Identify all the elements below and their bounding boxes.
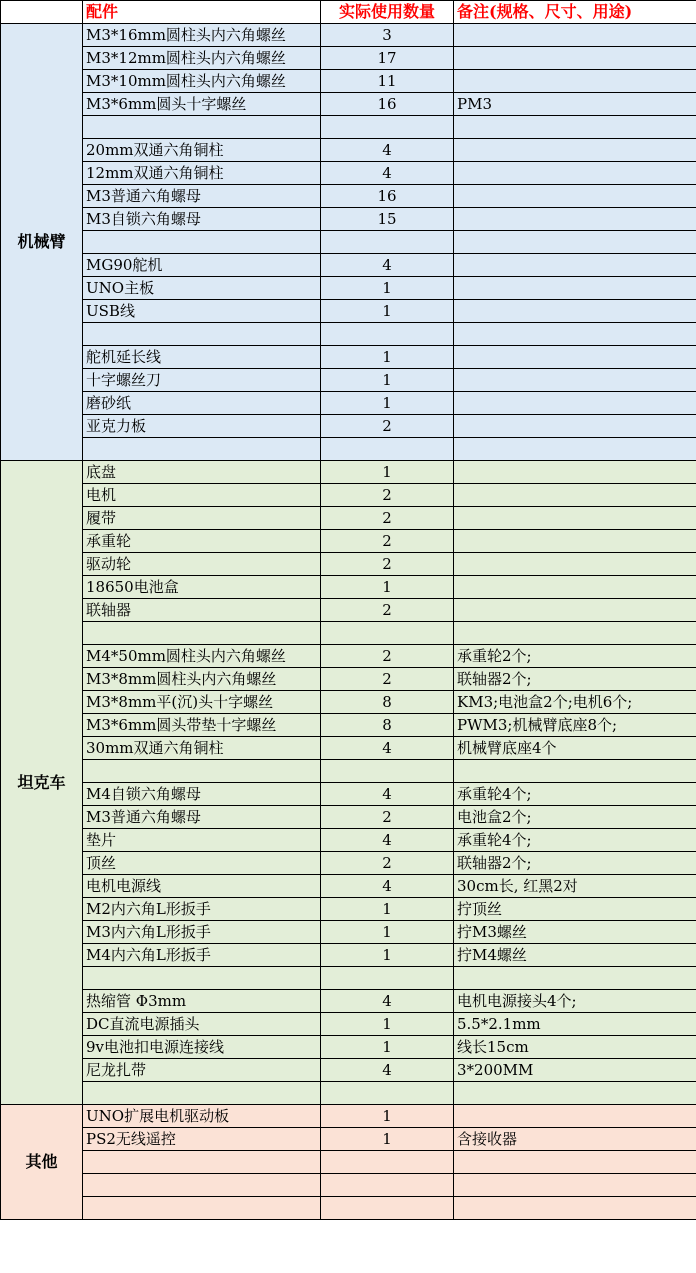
qty-cell[interactable]: 1 [321,944,454,967]
part-cell[interactable]: MG90舵机 [83,254,321,277]
table-row [1,576,696,599]
part-cell[interactable]: 磨砂纸 [83,392,321,415]
note-cell[interactable] [454,553,696,576]
qty-cell[interactable]: 4 [321,737,454,760]
table-row [1,691,696,714]
part-cell[interactable]: M3*12mm圆柱头内六角螺丝 [83,47,321,70]
part-cell[interactable]: 12mm双通六角铜柱 [83,162,321,185]
table-row [1,875,696,898]
table-row [1,185,696,208]
table-row [1,599,696,622]
qty-cell[interactable]: 16 [321,93,454,116]
note-cell[interactable]: KM3;电池盒2个;电机6个; [454,691,696,714]
note-cell[interactable] [454,576,696,599]
table-row [1,645,696,668]
table-row [1,369,696,392]
table-row [1,461,696,484]
part-cell[interactable]: 电机 [83,484,321,507]
part-cell[interactable]: M4自锁六角螺母 [83,783,321,806]
qty-cell[interactable]: 15 [321,208,454,231]
group-label-cell[interactable]: 其他 [1,1105,83,1220]
qty-cell[interactable]: 4 [321,875,454,898]
part-cell[interactable]: 承重轮 [83,530,321,553]
table-row [1,553,696,576]
parts-table-body [1,1,696,1220]
qty-cell[interactable] [321,1082,454,1105]
qty-cell[interactable]: 1 [321,1013,454,1036]
note-cell[interactable] [454,1174,696,1197]
note-cell[interactable]: 机械臂底座4个 [454,737,696,760]
table-row [1,254,696,277]
qty-cell[interactable]: 1 [321,1036,454,1059]
note-cell[interactable] [454,208,696,231]
qty-cell[interactable]: 2 [321,852,454,875]
table-row [1,1128,696,1151]
qty-cell[interactable] [321,323,454,346]
header-row [1,1,696,24]
table-row [1,1013,696,1036]
note-cell[interactable] [454,484,696,507]
table-row [1,806,696,829]
qty-cell[interactable]: 2 [321,668,454,691]
table-row [1,139,696,162]
group-label-cell[interactable]: 坦克车 [1,461,83,1105]
part-cell[interactable] [83,1197,321,1220]
note-cell[interactable] [454,346,696,369]
note-cell[interactable]: 承重轮4个; [454,829,696,852]
table-row [1,760,696,783]
qty-cell[interactable] [321,967,454,990]
note-cell[interactable] [454,139,696,162]
qty-cell[interactable]: 1 [321,1128,454,1151]
header-qty[interactable]: 实际使用数量 [321,1,454,24]
qty-cell[interactable]: 8 [321,714,454,737]
part-cell[interactable] [83,323,321,346]
part-cell[interactable]: M3普通六角螺母 [83,185,321,208]
part-cell[interactable]: M4*50mm圆柱头内六角螺丝 [83,645,321,668]
qty-cell[interactable] [321,116,454,139]
part-cell[interactable] [83,116,321,139]
note-cell[interactable] [454,1197,696,1220]
note-cell[interactable] [454,1105,696,1128]
table-row [1,944,696,967]
table-row [1,93,696,116]
note-cell[interactable] [454,760,696,783]
note-cell[interactable] [454,231,696,254]
note-cell[interactable]: 3*200MM [454,1059,696,1082]
note-cell[interactable] [454,254,696,277]
part-cell[interactable]: 尼龙扎带 [83,1059,321,1082]
part-cell[interactable] [83,231,321,254]
part-cell[interactable]: 联轴器 [83,599,321,622]
qty-cell[interactable]: 17 [321,47,454,70]
table-row [1,346,696,369]
part-cell[interactable]: UNO主板 [83,277,321,300]
note-cell[interactable] [454,438,696,461]
qty-cell[interactable]: 2 [321,553,454,576]
qty-cell[interactable]: 2 [321,530,454,553]
note-cell[interactable]: PM3 [454,93,696,116]
table-row [1,24,696,47]
table-row [1,47,696,70]
part-cell[interactable]: M3*8mm平(沉)头十字螺丝 [83,691,321,714]
note-cell[interactable] [454,530,696,553]
note-cell[interactable] [454,323,696,346]
qty-cell[interactable]: 2 [321,645,454,668]
note-cell[interactable] [454,277,696,300]
note-cell[interactable]: 线长15cm [454,1036,696,1059]
qty-cell[interactable] [321,438,454,461]
note-cell[interactable] [454,1082,696,1105]
table-row [1,415,696,438]
qty-cell[interactable]: 1 [321,300,454,323]
note-cell[interactable]: 联轴器2个; [454,668,696,691]
table-row [1,1105,696,1128]
table-row [1,507,696,530]
table-row [1,622,696,645]
table-row [1,323,696,346]
qty-cell[interactable]: 1 [321,461,454,484]
table-row [1,530,696,553]
part-cell[interactable]: DC直流电源插头 [83,1013,321,1036]
qty-cell[interactable]: 4 [321,139,454,162]
qty-cell[interactable] [321,1151,454,1174]
part-cell[interactable]: 30mm双通六角铜柱 [83,737,321,760]
table-row [1,1059,696,1082]
part-cell[interactable]: M3普通六角螺母 [83,806,321,829]
note-cell[interactable] [454,1151,696,1174]
table-row [1,967,696,990]
table-row [1,921,696,944]
table-row [1,1036,696,1059]
table-row [1,1174,696,1197]
note-cell[interactable] [454,415,696,438]
part-cell[interactable]: 驱动轮 [83,553,321,576]
part-cell[interactable]: M3内六角L形扳手 [83,921,321,944]
qty-cell[interactable]: 1 [321,277,454,300]
note-cell[interactable] [454,507,696,530]
qty-cell[interactable]: 1 [321,369,454,392]
note-cell[interactable]: 电机电源接头4个; [454,990,696,1013]
note-cell[interactable] [454,622,696,645]
part-cell[interactable]: 20mm双通六角铜柱 [83,139,321,162]
part-cell[interactable] [83,438,321,461]
header-note[interactable]: 备注(规格、尺寸、用途) [454,1,696,24]
table-row [1,277,696,300]
qty-cell[interactable]: 2 [321,507,454,530]
note-cell[interactable] [454,70,696,93]
note-cell[interactable] [454,967,696,990]
note-cell[interactable]: 30cm长, 红黑2对 [454,875,696,898]
note-cell[interactable] [454,162,696,185]
part-cell[interactable]: 舵机延长线 [83,346,321,369]
qty-cell[interactable]: 1 [321,346,454,369]
note-cell[interactable]: 5.5*2.1mm [454,1013,696,1036]
part-cell[interactable]: 垫片 [83,829,321,852]
qty-cell[interactable]: 4 [321,162,454,185]
part-cell[interactable] [83,622,321,645]
part-cell[interactable]: 亚克力板 [83,415,321,438]
qty-cell[interactable]: 2 [321,415,454,438]
table-row [1,737,696,760]
table-row [1,484,696,507]
note-cell[interactable] [454,599,696,622]
part-cell[interactable]: 十字螺丝刀 [83,369,321,392]
part-cell[interactable]: M3*6mm圆头十字螺丝 [83,93,321,116]
note-cell[interactable] [454,369,696,392]
qty-cell[interactable]: 3 [321,24,454,47]
table-row [1,438,696,461]
table-row [1,208,696,231]
note-cell[interactable] [454,461,696,484]
note-cell[interactable] [454,185,696,208]
group-label-cell[interactable]: 机械臂 [1,24,83,461]
part-cell[interactable]: USB线 [83,300,321,323]
qty-cell[interactable] [321,760,454,783]
qty-cell[interactable]: 1 [321,898,454,921]
part-cell[interactable]: 电机电源线 [83,875,321,898]
part-cell[interactable]: 18650电池盒 [83,576,321,599]
part-cell[interactable]: 底盘 [83,461,321,484]
qty-cell[interactable]: 1 [321,921,454,944]
qty-cell[interactable] [321,622,454,645]
table-row [1,829,696,852]
qty-cell[interactable]: 1 [321,392,454,415]
note-cell[interactable]: 电池盒2个; [454,806,696,829]
table-row [1,392,696,415]
qty-cell[interactable]: 4 [321,254,454,277]
note-cell[interactable]: 联轴器2个; [454,852,696,875]
table-row [1,898,696,921]
qty-cell[interactable]: 11 [321,70,454,93]
note-cell[interactable]: 承重轮4个; [454,783,696,806]
part-cell[interactable]: 履带 [83,507,321,530]
note-cell[interactable] [454,24,696,47]
qty-cell[interactable]: 4 [321,990,454,1013]
part-cell[interactable]: 顶丝 [83,852,321,875]
note-cell[interactable]: 承重轮2个; [454,645,696,668]
table-row [1,1082,696,1105]
qty-cell[interactable]: 1 [321,1105,454,1128]
note-cell[interactable]: 拧M3螺丝 [454,921,696,944]
header-corner-cell[interactable] [1,1,83,24]
part-cell[interactable] [83,967,321,990]
table-row [1,116,696,139]
qty-cell[interactable] [321,1174,454,1197]
part-cell[interactable] [83,1151,321,1174]
part-cell[interactable]: PS2无线遥控 [83,1128,321,1151]
note-cell[interactable] [454,47,696,70]
part-cell[interactable]: M3*8mm圆柱头内六角螺丝 [83,668,321,691]
note-cell[interactable]: 含接收器 [454,1128,696,1151]
part-cell[interactable] [83,1082,321,1105]
qty-cell[interactable]: 8 [321,691,454,714]
table-row [1,70,696,93]
note-cell[interactable]: 拧顶丝 [454,898,696,921]
part-cell[interactable] [83,760,321,783]
qty-cell[interactable]: 4 [321,1059,454,1082]
part-cell[interactable]: M4内六角L形扳手 [83,944,321,967]
qty-cell[interactable]: 2 [321,599,454,622]
qty-cell[interactable] [321,231,454,254]
note-cell[interactable] [454,392,696,415]
part-cell[interactable]: M3自锁六角螺母 [83,208,321,231]
part-cell[interactable] [83,1174,321,1197]
qty-cell[interactable]: 4 [321,783,454,806]
table-row [1,162,696,185]
qty-cell[interactable]: 1 [321,576,454,599]
part-cell[interactable]: M3*16mm圆柱头内六角螺丝 [83,24,321,47]
qty-cell[interactable]: 2 [321,806,454,829]
part-cell[interactable]: M3*6mm圆头带垫十字螺丝 [83,714,321,737]
table-row [1,714,696,737]
note-cell[interactable] [454,116,696,139]
table-row [1,783,696,806]
table-row [1,1197,696,1220]
part-cell[interactable]: 9v电池扣电源连接线 [83,1036,321,1059]
table-row [1,1151,696,1174]
table-row [1,852,696,875]
qty-cell[interactable] [321,1197,454,1220]
table-row [1,990,696,1013]
qty-cell[interactable]: 16 [321,185,454,208]
note-cell[interactable]: 拧M4螺丝 [454,944,696,967]
part-cell[interactable]: 热缩管 Φ3mm [83,990,321,1013]
table-row [1,231,696,254]
note-cell[interactable] [454,300,696,323]
part-cell[interactable]: M3*10mm圆柱头内六角螺丝 [83,70,321,93]
note-cell[interactable]: PWM3;机械臂底座8个; [454,714,696,737]
qty-cell[interactable]: 4 [321,829,454,852]
part-cell[interactable]: UNO扩展电机驱动板 [83,1105,321,1128]
qty-cell[interactable]: 2 [321,484,454,507]
part-cell[interactable]: M2内六角L形扳手 [83,898,321,921]
table-row [1,300,696,323]
table-row [1,668,696,691]
header-part[interactable]: 配件 [83,1,321,24]
